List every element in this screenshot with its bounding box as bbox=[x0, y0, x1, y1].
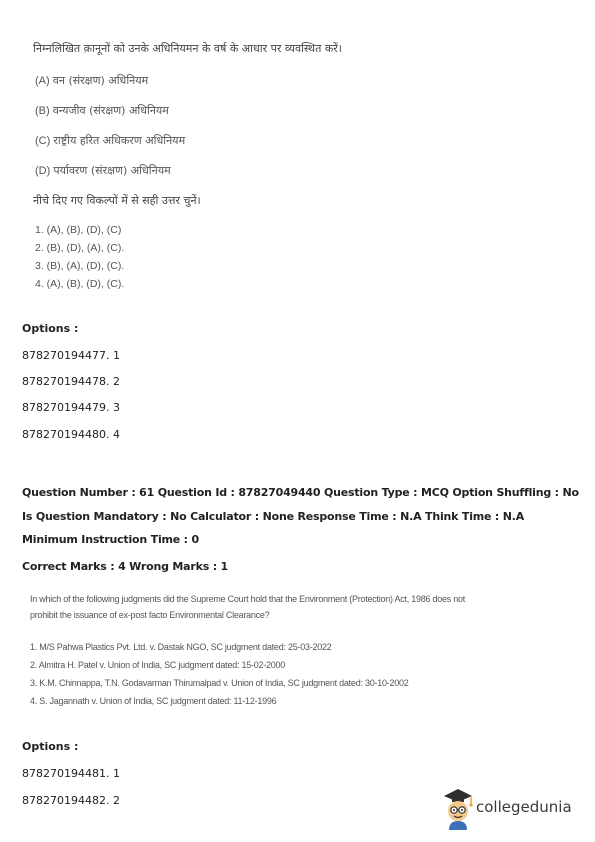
question-60-item-b bbox=[35, 103, 169, 118]
question-60-item-c bbox=[35, 133, 185, 148]
question-61-choice-3: 3. K.M. Chinnappa, T.N. Godavarman Thirumalpad v. Union of India, SC judgment dated: 30-10-2002 bbox=[30, 678, 409, 688]
logo-wordmark: collegedunia bbox=[476, 798, 572, 816]
question-61-header-line-3: Minimum Instruction Time : 0 bbox=[22, 533, 199, 546]
item-text: वन (संरक्षण) अधिनियम bbox=[52, 74, 149, 87]
item-text: वन्यजीव (संरक्षण) अधिनियम bbox=[52, 104, 169, 117]
item-text: राष्ट्रीय हरित अधिकरण अधिनियम bbox=[53, 134, 186, 147]
question-61-choice-4: 4. S. Jagannath v. Union of India, SC judgment dated: 11-12-1996 bbox=[30, 696, 277, 706]
question-60-item-a bbox=[35, 73, 148, 88]
question-60-option-1: 878270194477. 1 bbox=[22, 349, 120, 362]
question-60-choice-4: 4. (A), (B), (D), (C). bbox=[35, 278, 125, 290]
question-61-choice-2: 2. Almitra H. Patel v. Union of India, SC judgment dated: 15-02-2000 bbox=[30, 660, 285, 670]
question-60-options-label: Options : bbox=[22, 322, 79, 335]
question-60-item-d bbox=[35, 163, 171, 178]
question-60-choice-2: 2. (B), (D), (A), (C). bbox=[35, 242, 125, 254]
question-61-options-label: Options : bbox=[22, 740, 79, 753]
question-60-option-2: 878270194478. 2 bbox=[22, 375, 120, 388]
collegedunia-logo bbox=[440, 786, 590, 830]
graduate-mascot-icon bbox=[440, 786, 476, 830]
question-60-choice-3: 3. (B), (A), (D), (C). bbox=[35, 260, 125, 272]
item-text: पर्यावरण (संरक्षण) अधिनियम bbox=[53, 164, 171, 177]
question-60-option-3: 878270194479. 3 bbox=[22, 401, 120, 414]
item-label: (A) bbox=[35, 75, 50, 87]
question-61-option-2: 878270194482. 2 bbox=[22, 794, 120, 807]
question-61-header-line-2: Is Question Mandatory : No Calculator : None Response Time : N.A Think Time : N.A bbox=[22, 510, 525, 523]
question-60-choice-1: 1. (A), (B), (D), (C) bbox=[35, 224, 122, 236]
question-61-header-line-1: Question Number : 61 Question Id : 87827049440 Question Type : MCQ Option Shuffling : No bbox=[22, 486, 579, 499]
question-60-instruction: नीचे दिए गए विकल्पों में से सही उत्तर चुनें। bbox=[33, 194, 201, 207]
question-61-option-1: 878270194481. 1 bbox=[22, 767, 120, 780]
question-61-text-line-1: In which of the following judgments did the Supreme Court hold that the Environment (Protection) Act, 1986 does not bbox=[30, 594, 466, 604]
item-label: (C) bbox=[35, 135, 51, 147]
question-60-statement: निम्नलिखित क़ानूनों को उनके अधिनियमन के वर्ष के आधार पर व्यवस्थित करें। bbox=[33, 42, 342, 55]
item-label: (D) bbox=[35, 165, 51, 177]
question-61-choice-1: 1. M/S Pahwa Plastics Pvt. Ltd. v. Dastak NGO, SC judgment dated: 25-03-2022 bbox=[30, 642, 332, 652]
item-label: (B) bbox=[35, 105, 50, 117]
question-61-marks: Correct Marks : 4 Wrong Marks : 1 bbox=[22, 560, 228, 573]
question-61-text-line-2: prohibit the issuance of ex-post facto Environmental Clearance? bbox=[30, 610, 270, 620]
question-60-option-4: 878270194480. 4 bbox=[22, 428, 120, 441]
